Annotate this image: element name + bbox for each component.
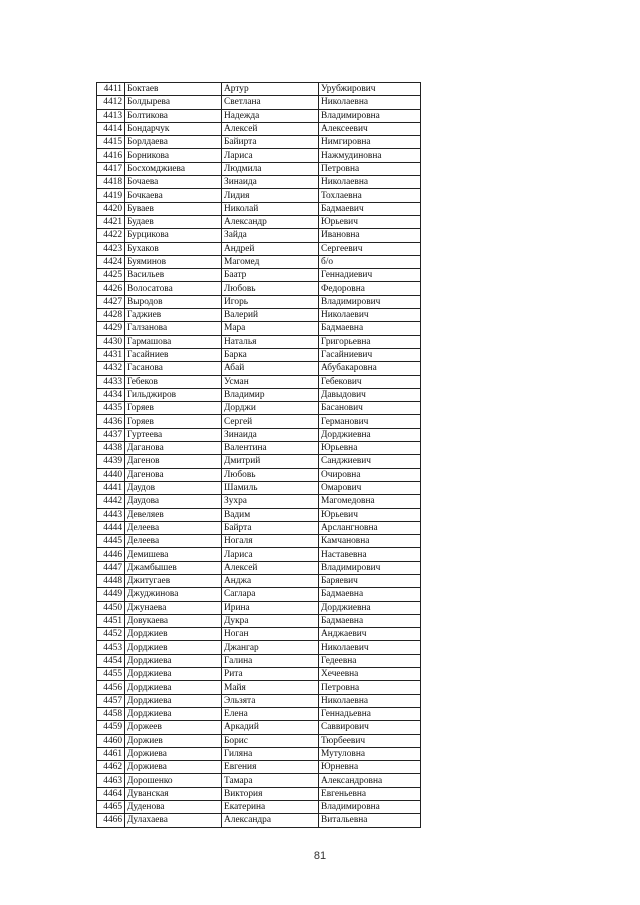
table-row <box>97 122 421 135</box>
surname-cell: Девеляев <box>125 508 222 521</box>
patronymic-cell: Григорьевна <box>319 335 421 348</box>
first-name-cell: Абай <box>222 362 319 375</box>
row-number-cell: 4451 <box>97 614 125 627</box>
table-row <box>97 388 421 401</box>
patronymic-cell: Ивановна <box>319 229 421 242</box>
row-number-cell: 4422 <box>97 229 125 242</box>
row-number-cell: 4436 <box>97 415 125 428</box>
row-number-cell: 4434 <box>97 388 125 401</box>
names-table <box>96 82 421 828</box>
first-name-cell: Байирта <box>222 136 319 149</box>
table-row <box>97 628 421 641</box>
patronymic-cell: Мутуловна <box>319 747 421 760</box>
row-number-cell: 4419 <box>97 189 125 202</box>
table-row <box>97 282 421 295</box>
surname-cell: Делеева <box>125 535 222 548</box>
surname-cell: Волосатова <box>125 282 222 295</box>
row-number-cell: 4454 <box>97 654 125 667</box>
patronymic-cell: Наставевна <box>319 548 421 561</box>
row-number-cell: 4466 <box>97 814 125 827</box>
surname-cell: Доржиева <box>125 747 222 760</box>
first-name-cell: Зухра <box>222 495 319 508</box>
patronymic-cell: Магомедовна <box>319 495 421 508</box>
patronymic-cell: Гасайниевич <box>319 348 421 361</box>
surname-cell: Демишева <box>125 548 222 561</box>
surname-cell: Дулахаева <box>125 814 222 827</box>
surname-cell: Дорджиева <box>125 707 222 720</box>
row-number-cell: 4447 <box>97 561 125 574</box>
table-row <box>97 721 421 734</box>
table-row <box>97 295 421 308</box>
table-row <box>97 508 421 521</box>
surname-cell: Босхомджиева <box>125 162 222 175</box>
patronymic-cell: Анджаевич <box>319 628 421 641</box>
table-row <box>97 335 421 348</box>
patronymic-cell: Петровна <box>319 162 421 175</box>
surname-cell: Гасанова <box>125 362 222 375</box>
first-name-cell: Сергей <box>222 415 319 428</box>
first-name-cell: Усман <box>222 375 319 388</box>
table-row <box>97 362 421 375</box>
first-name-cell: Магомед <box>222 255 319 268</box>
first-name-cell: Виктория <box>222 787 319 800</box>
table-row <box>97 468 421 481</box>
row-number-cell: 4445 <box>97 535 125 548</box>
table-row <box>97 322 421 335</box>
row-number-cell: 4443 <box>97 508 125 521</box>
table-row <box>97 202 421 215</box>
first-name-cell: Алексей <box>222 122 319 135</box>
table-row <box>97 442 421 455</box>
surname-cell: Горяев <box>125 402 222 415</box>
table-row <box>97 375 421 388</box>
patronymic-cell: Николаевна <box>319 694 421 707</box>
row-number-cell: 4444 <box>97 521 125 534</box>
surname-cell: Бурцикова <box>125 229 222 242</box>
row-number-cell: 4439 <box>97 455 125 468</box>
first-name-cell: Ногаля <box>222 535 319 548</box>
table-row <box>97 149 421 162</box>
row-number-cell: 4457 <box>97 694 125 707</box>
surname-cell: Гасайниев <box>125 348 222 361</box>
table-row <box>97 654 421 667</box>
table-row <box>97 694 421 707</box>
surname-cell: Дагенов <box>125 455 222 468</box>
first-name-cell: Шамиль <box>222 481 319 494</box>
surname-cell: Болтикова <box>125 109 222 122</box>
patronymic-cell: Владимировна <box>319 109 421 122</box>
first-name-cell: Любовь <box>222 468 319 481</box>
patronymic-cell: Басанович <box>319 402 421 415</box>
first-name-cell: Мара <box>222 322 319 335</box>
patronymic-cell: Юрневна <box>319 761 421 774</box>
first-name-cell: Александра <box>222 814 319 827</box>
table-row <box>97 801 421 814</box>
table-row <box>97 561 421 574</box>
table-row <box>97 774 421 787</box>
row-number-cell: 4415 <box>97 136 125 149</box>
table-row <box>97 521 421 534</box>
first-name-cell: Зинаида <box>222 176 319 189</box>
first-name-cell: Лидия <box>222 189 319 202</box>
row-number-cell: 4442 <box>97 495 125 508</box>
patronymic-cell: Евгеньевна <box>319 787 421 800</box>
patronymic-cell: Санджиевич <box>319 455 421 468</box>
surname-cell: Дагенова <box>125 468 222 481</box>
table-row <box>97 747 421 760</box>
patronymic-cell: Геннадиевич <box>319 269 421 282</box>
first-name-cell: Андрей <box>222 242 319 255</box>
surname-cell: Доржиева <box>125 761 222 774</box>
row-number-cell: 4416 <box>97 149 125 162</box>
row-number-cell: 4465 <box>97 801 125 814</box>
row-number-cell: 4430 <box>97 335 125 348</box>
first-name-cell: Барка <box>222 348 319 361</box>
first-name-cell: Дорджи <box>222 402 319 415</box>
table-row <box>97 614 421 627</box>
first-name-cell: Борис <box>222 734 319 747</box>
patronymic-cell: Юрьевна <box>319 442 421 455</box>
surname-cell: Горяев <box>125 415 222 428</box>
first-name-cell: Дмитрий <box>222 455 319 468</box>
row-number-cell: 4448 <box>97 574 125 587</box>
row-number-cell: 4459 <box>97 721 125 734</box>
patronymic-cell: Урубжирович <box>319 83 421 96</box>
patronymic-cell: Очировна <box>319 468 421 481</box>
row-number-cell: 4435 <box>97 402 125 415</box>
surname-cell: Борлдаева <box>125 136 222 149</box>
first-name-cell: Николай <box>222 202 319 215</box>
table-row <box>97 255 421 268</box>
first-name-cell: Саглара <box>222 588 319 601</box>
first-name-cell: Игорь <box>222 295 319 308</box>
row-number-cell: 4441 <box>97 481 125 494</box>
patronymic-cell: Баряевич <box>319 574 421 587</box>
surname-cell: Дуванская <box>125 787 222 800</box>
table-row <box>97 348 421 361</box>
row-number-cell: 4420 <box>97 202 125 215</box>
first-name-cell: Зинаида <box>222 428 319 441</box>
row-number-cell: 4463 <box>97 774 125 787</box>
surname-cell: Джунаева <box>125 601 222 614</box>
patronymic-cell: Бадмаевна <box>319 614 421 627</box>
first-name-cell: Байрта <box>222 521 319 534</box>
first-name-cell: Эльзята <box>222 694 319 707</box>
patronymic-cell: Гебекович <box>319 375 421 388</box>
row-number-cell: 4440 <box>97 468 125 481</box>
row-number-cell: 4438 <box>97 442 125 455</box>
first-name-cell: Любовь <box>222 282 319 295</box>
row-number-cell: 4455 <box>97 668 125 681</box>
first-name-cell: Зайда <box>222 229 319 242</box>
patronymic-cell: Владимирович <box>319 295 421 308</box>
surname-cell: Бондарчук <box>125 122 222 135</box>
table-row <box>97 109 421 122</box>
patronymic-cell: Бадмаевич <box>319 202 421 215</box>
row-number-cell: 4449 <box>97 588 125 601</box>
surname-cell: Джуджинова <box>125 588 222 601</box>
patronymic-cell: Хечеевна <box>319 668 421 681</box>
patronymic-cell: Нажмудиновна <box>319 149 421 162</box>
table-row <box>97 309 421 322</box>
first-name-cell: Ирина <box>222 601 319 614</box>
patronymic-cell: Николаевна <box>319 176 421 189</box>
table-row <box>97 495 421 508</box>
surname-cell: Боктаев <box>125 83 222 96</box>
surname-cell: Выродов <box>125 295 222 308</box>
surname-cell: Даудова <box>125 495 222 508</box>
patronymic-cell: Александровна <box>319 774 421 787</box>
patronymic-cell: Арслангновна <box>319 521 421 534</box>
row-number-cell: 4426 <box>97 282 125 295</box>
surname-cell: Галзанова <box>125 322 222 335</box>
table-row <box>97 176 421 189</box>
patronymic-cell: Тюрбеевич <box>319 734 421 747</box>
table-row <box>97 707 421 720</box>
patronymic-cell: Бадмаевна <box>319 322 421 335</box>
first-name-cell: Людмила <box>222 162 319 175</box>
surname-cell: Дорджиев <box>125 641 222 654</box>
patronymic-cell: Дорджиевна <box>319 601 421 614</box>
surname-cell: Болдырева <box>125 96 222 109</box>
first-name-cell: Екатерина <box>222 801 319 814</box>
names-table-body <box>97 83 421 828</box>
table-row <box>97 269 421 282</box>
table-row <box>97 162 421 175</box>
first-name-cell: Гиляна <box>222 747 319 760</box>
row-number-cell: 4427 <box>97 295 125 308</box>
row-number-cell: 4456 <box>97 681 125 694</box>
surname-cell: Довукаева <box>125 614 222 627</box>
patronymic-cell: Алексеевич <box>319 122 421 135</box>
first-name-cell: Баатр <box>222 269 319 282</box>
table-row <box>97 761 421 774</box>
surname-cell: Даганова <box>125 442 222 455</box>
row-number-cell: 4428 <box>97 309 125 322</box>
row-number-cell: 4464 <box>97 787 125 800</box>
surname-cell: Борникова <box>125 149 222 162</box>
surname-cell: Будаев <box>125 215 222 228</box>
row-number-cell: 4425 <box>97 269 125 282</box>
patronymic-cell: Николаевич <box>319 641 421 654</box>
surname-cell: Дорджиева <box>125 681 222 694</box>
surname-cell: Доржеев <box>125 721 222 734</box>
patronymic-cell: Сергеевич <box>319 242 421 255</box>
patronymic-cell: Николаевич <box>319 309 421 322</box>
first-name-cell: Анджа <box>222 574 319 587</box>
patronymic-cell: Федоровна <box>319 282 421 295</box>
row-number-cell: 4461 <box>97 747 125 760</box>
patronymic-cell: Камчановна <box>319 535 421 548</box>
row-number-cell: 4414 <box>97 122 125 135</box>
table-row <box>97 189 421 202</box>
patronymic-cell: Нимгировна <box>319 136 421 149</box>
patronymic-cell: Петровна <box>319 681 421 694</box>
surname-cell: Бочаева <box>125 176 222 189</box>
first-name-cell: Джангар <box>222 641 319 654</box>
surname-cell: Буваев <box>125 202 222 215</box>
first-name-cell: Аркадий <box>222 721 319 734</box>
table-row <box>97 814 421 827</box>
table-row <box>97 242 421 255</box>
table-row <box>97 535 421 548</box>
table-row <box>97 668 421 681</box>
first-name-cell: Ноган <box>222 628 319 641</box>
patronymic-cell: Дорджиевна <box>319 428 421 441</box>
row-number-cell: 4413 <box>97 109 125 122</box>
row-number-cell: 4452 <box>97 628 125 641</box>
first-name-cell: Рита <box>222 668 319 681</box>
page-number: 81 <box>313 850 327 862</box>
first-name-cell: Алексей <box>222 561 319 574</box>
row-number-cell: 4446 <box>97 548 125 561</box>
table-row <box>97 574 421 587</box>
surname-cell: Гаджиев <box>125 309 222 322</box>
patronymic-cell: Николаевна <box>319 96 421 109</box>
surname-cell: Бочкаева <box>125 189 222 202</box>
table-row <box>97 641 421 654</box>
surname-cell: Джамбышев <box>125 561 222 574</box>
table-row <box>97 428 421 441</box>
row-number-cell: 4423 <box>97 242 125 255</box>
surname-cell: Гуртеева <box>125 428 222 441</box>
patronymic-cell: б/о <box>319 255 421 268</box>
patronymic-cell: Бадмаевна <box>319 588 421 601</box>
table-row <box>97 415 421 428</box>
patronymic-cell: Юрьевич <box>319 508 421 521</box>
table-row <box>97 481 421 494</box>
row-number-cell: 4421 <box>97 215 125 228</box>
first-name-cell: Майя <box>222 681 319 694</box>
patronymic-cell: Абубакаровна <box>319 362 421 375</box>
table-row <box>97 548 421 561</box>
first-name-cell: Владимир <box>222 388 319 401</box>
row-number-cell: 4450 <box>97 601 125 614</box>
row-number-cell: 4458 <box>97 707 125 720</box>
patronymic-cell: Гедеевна <box>319 654 421 667</box>
table-row <box>97 402 421 415</box>
first-name-cell: Вадим <box>222 508 319 521</box>
table-row <box>97 681 421 694</box>
first-name-cell: Дукра <box>222 614 319 627</box>
row-number-cell: 4462 <box>97 761 125 774</box>
first-name-cell: Галина <box>222 654 319 667</box>
surname-cell: Делеева <box>125 521 222 534</box>
row-number-cell: 4412 <box>97 96 125 109</box>
patronymic-cell: Тохлаевна <box>319 189 421 202</box>
patronymic-cell: Витальевна <box>319 814 421 827</box>
first-name-cell: Артур <box>222 83 319 96</box>
first-name-cell: Светлана <box>222 96 319 109</box>
surname-cell: Джитугаев <box>125 574 222 587</box>
first-name-cell: Валерий <box>222 309 319 322</box>
table-row <box>97 588 421 601</box>
first-name-cell: Евгения <box>222 761 319 774</box>
row-number-cell: 4453 <box>97 641 125 654</box>
first-name-cell: Надежда <box>222 109 319 122</box>
surname-cell: Гильджиров <box>125 388 222 401</box>
surname-cell: Васильев <box>125 269 222 282</box>
table-row <box>97 136 421 149</box>
row-number-cell: 4417 <box>97 162 125 175</box>
patronymic-cell: Давыдович <box>319 388 421 401</box>
row-number-cell: 4429 <box>97 322 125 335</box>
patronymic-cell: Саввирович <box>319 721 421 734</box>
table-row <box>97 215 421 228</box>
surname-cell: Дорджиев <box>125 628 222 641</box>
table-row <box>97 455 421 468</box>
surname-cell: Даудов <box>125 481 222 494</box>
row-number-cell: 4411 <box>97 83 125 96</box>
patronymic-cell: Омарович <box>319 481 421 494</box>
first-name-cell: Лариса <box>222 548 319 561</box>
surname-cell: Буяминов <box>125 255 222 268</box>
first-name-cell: Елена <box>222 707 319 720</box>
row-number-cell: 4432 <box>97 362 125 375</box>
patronymic-cell: Геннадьевна <box>319 707 421 720</box>
table-row <box>97 601 421 614</box>
table-row <box>97 83 421 96</box>
first-name-cell: Наталья <box>222 335 319 348</box>
patronymic-cell: Германович <box>319 415 421 428</box>
patronymic-cell: Юрьевич <box>319 215 421 228</box>
first-name-cell: Валентина <box>222 442 319 455</box>
surname-cell: Бухаков <box>125 242 222 255</box>
surname-cell: Дорошенко <box>125 774 222 787</box>
first-name-cell: Александр <box>222 215 319 228</box>
surname-cell: Доржиев <box>125 734 222 747</box>
row-number-cell: 4424 <box>97 255 125 268</box>
row-number-cell: 4431 <box>97 348 125 361</box>
surname-cell: Дорджиева <box>125 694 222 707</box>
surname-cell: Дорджиева <box>125 668 222 681</box>
first-name-cell: Тамара <box>222 774 319 787</box>
surname-cell: Дуденова <box>125 801 222 814</box>
row-number-cell: 4437 <box>97 428 125 441</box>
row-number-cell: 4460 <box>97 734 125 747</box>
patronymic-cell: Владимировна <box>319 801 421 814</box>
first-name-cell: Лариса <box>222 149 319 162</box>
surname-cell: Гармашова <box>125 335 222 348</box>
table-row <box>97 787 421 800</box>
row-number-cell: 4418 <box>97 176 125 189</box>
surname-cell: Гебеков <box>125 375 222 388</box>
table-row <box>97 96 421 109</box>
table-row <box>97 734 421 747</box>
patronymic-cell: Владимирович <box>319 561 421 574</box>
table-row <box>97 229 421 242</box>
surname-cell: Дорджиева <box>125 654 222 667</box>
row-number-cell: 4433 <box>97 375 125 388</box>
